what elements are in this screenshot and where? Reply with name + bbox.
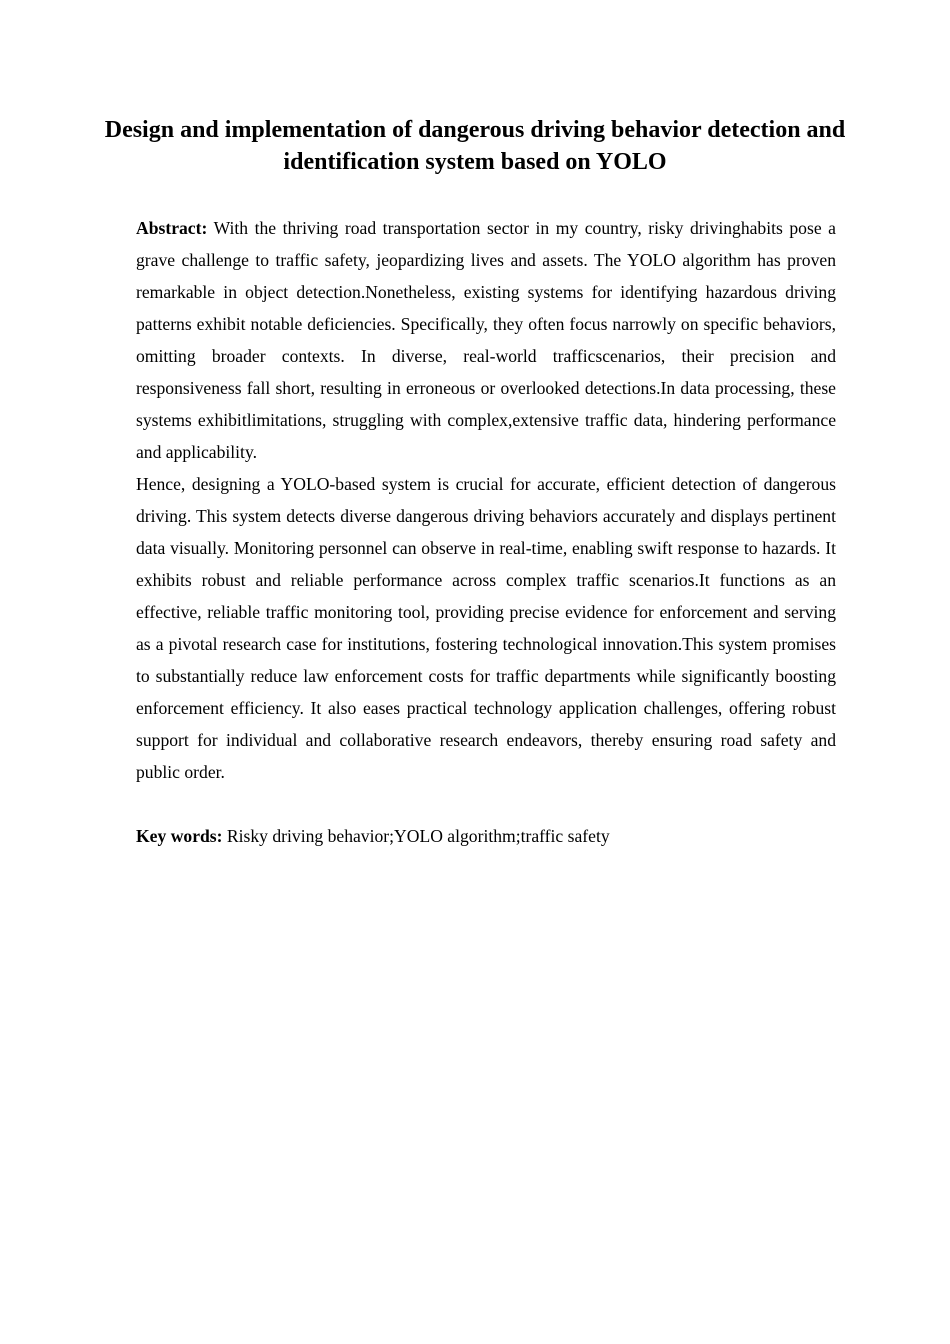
paper-title: Design and implementation of dangerous driving behavior detection and identification system based on YOLO xyxy=(104,117,846,175)
abstract-text-1: With the thriving road transportation sector in my country, risky drivinghabits pose a grave challenge to traffic safety, jeopardizing lives and assets. The YOLO algorithm has proven remarkable in object detection.Nonetheless, existing systems for identifying hazardous driving patterns exhibit notable deficiencies. Specifically, they often focus narrowly on specific behaviors, omitting broader contexts. In diverse, real-world trafficscenarios, their precision and responsiveness fall short, resulting in erroneous or overlooked detections.In data processing, these systems exhibitlimitations, struggling with complex,extensive traffic data, hindering performance and applicability. xyxy=(136,218,836,462)
keywords-line xyxy=(136,820,836,852)
abstract-label: Abstract: xyxy=(136,218,208,238)
keywords-label: Key words: xyxy=(136,826,223,846)
abstract-paragraph-2: Hence, designing a YOLO-based system is crucial for accurate, efficient detection of dangerous driving. This system detects diverse dangerous driving behaviors accurately and displays pertinent data visually. Monitoring personnel can observe in real-time, enabling swift response to hazards. It exhibits robust and reliable performance across complex traffic scenarios.It functions as an effective, reliable traffic monitoring tool, providing precise evidence for enforcement and serving as a pivotal research case for institutions, fostering technological innovation.This system promises to substantially reduce law enforcement costs for traffic departments while significantly boosting enforcement efficiency. It also eases practical technology application challenges, offering robust support for individual and collaborative research endeavors, thereby ensuring road safety and public order. xyxy=(136,474,836,782)
abstract-paragraph-1 xyxy=(136,212,836,468)
keywords-text: Risky driving behavior;YOLO algorithm;traffic safety xyxy=(226,826,610,846)
abstract-section xyxy=(136,212,836,852)
